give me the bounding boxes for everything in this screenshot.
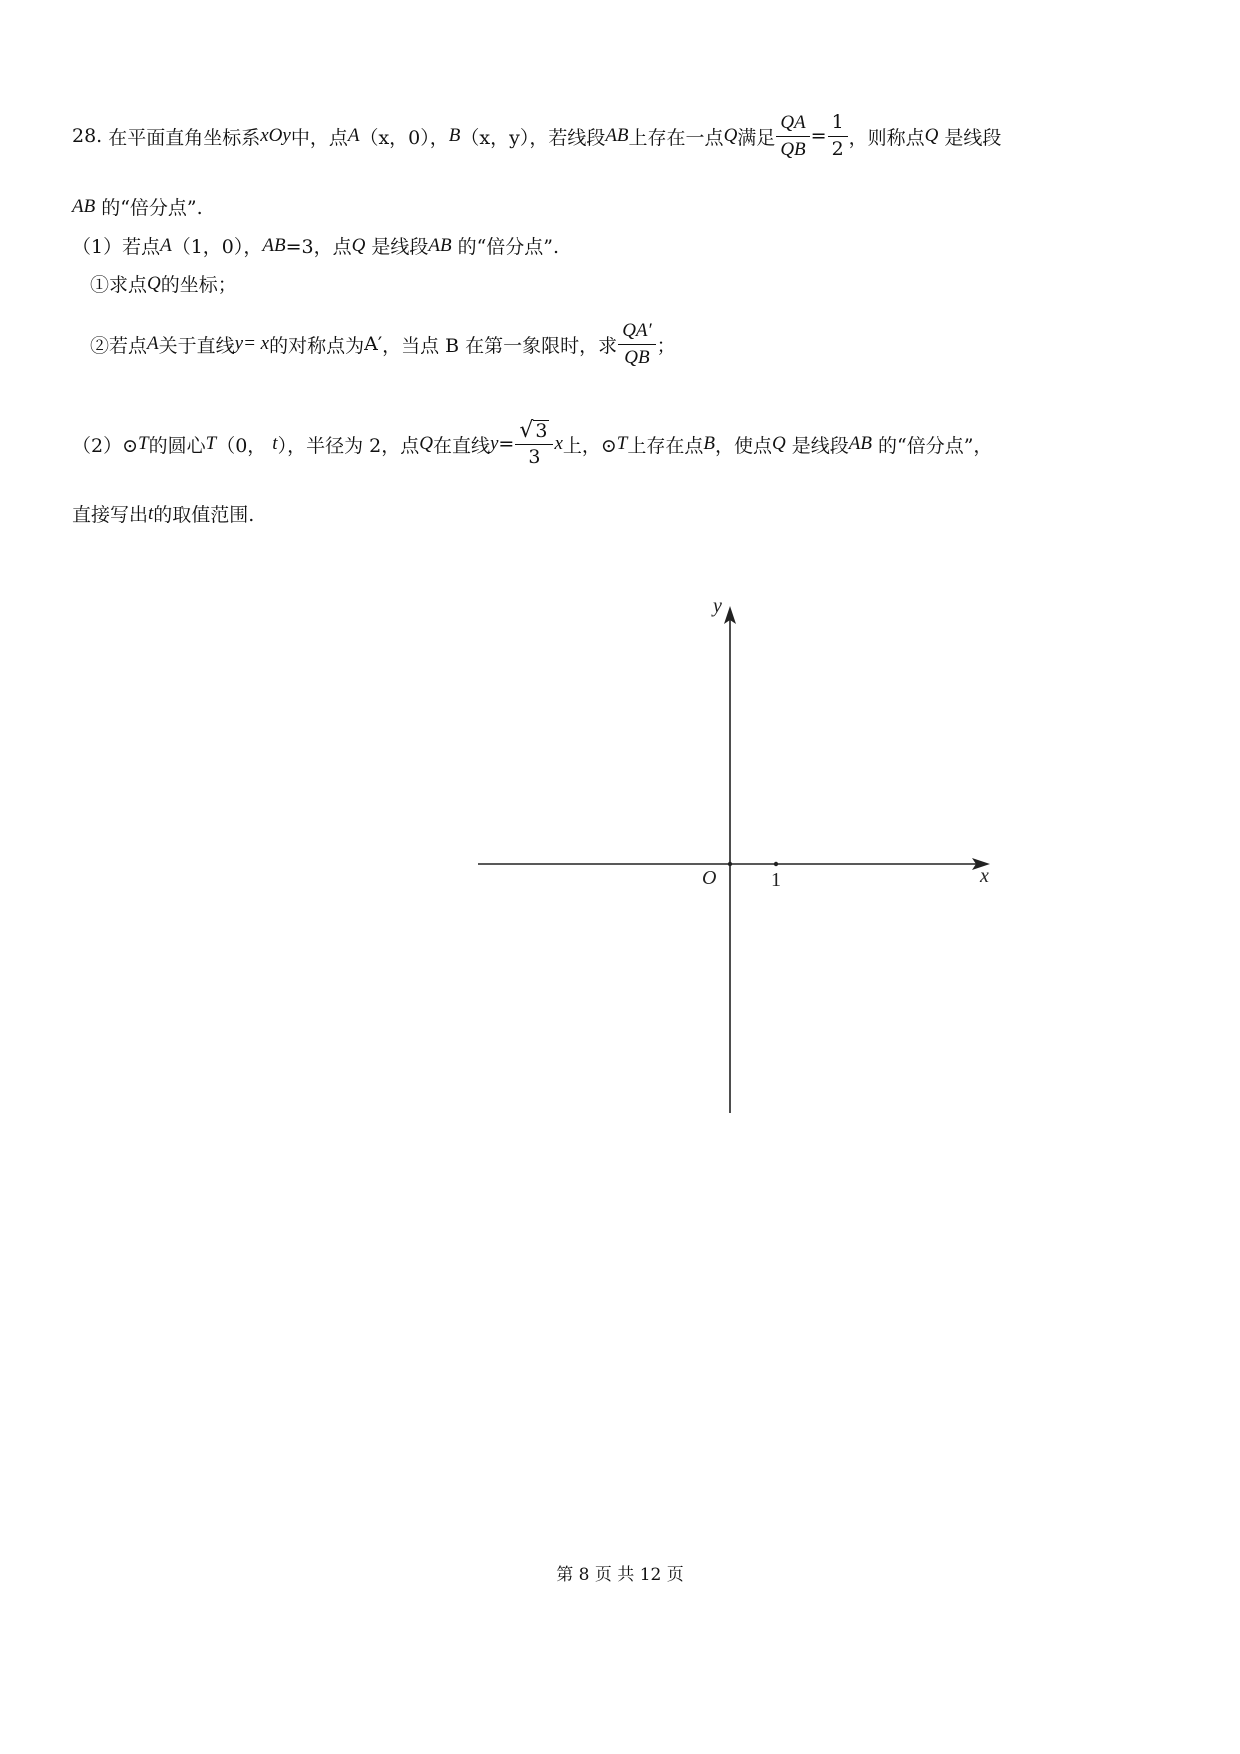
fraction-qa-qb: $\frac{QA}{QB}$ [778, 112, 807, 161]
part-1: （1）若点 A （1，0）， AB =3，点 Q 是线段 AB 的“倍分点”. [72, 234, 560, 258]
tick-dot-1 [774, 862, 778, 866]
sqrt-three: √ 3 [519, 418, 548, 443]
fraction-qa-prime-qb: $\frac{QA'}{QB}$ [620, 320, 653, 369]
x-axis-label: x [980, 865, 989, 887]
problem-line-1: 28. 在平面直角坐标系 xOy 中，点 A （x，0）， B （x，y），若线段 AB 上存在一点 Q 满足 $\frac{QA}{QB}$ = $\frac{1}{2}$ ，则称点 Q 是线段 [72, 111, 1002, 160]
page-footer: 第 8 页 共 12 页 [556, 1565, 684, 1585]
problem-number: 28. [72, 125, 103, 148]
sub-question-1: ①求点 Q 的坐标； [90, 272, 237, 296]
origin-label: O [702, 867, 717, 889]
fraction-one-half: $\frac{1}{2}$ [830, 112, 846, 161]
part-2: （2）⊙ T 的圆心 T （0， t ），半径为 2，点 Q 在直线 y = √ 3 3 x 上，⊙ T 上存在点 B ，使点 Q 是线段 AB 的“倍分点”， [72, 418, 993, 468]
fraction-sqrt3-over-3: √ 3 3 [517, 420, 551, 469]
part-2-line-2: 直接写出 t 的取值范围. [72, 502, 255, 526]
tick-label-1: 1 [771, 869, 781, 891]
problem-line-2: AB 的“倍分点”. [72, 195, 203, 219]
radical-sign: √ [519, 418, 534, 443]
sub-question-2: ②若点 A 关于直线 y= x 的对称点为 A′ ，当点 B 在第一象限时，求 $\frac{QA'}{QB}$ ； [90, 320, 676, 368]
origin-dot [728, 862, 732, 866]
y-axis-label: y [713, 595, 722, 617]
